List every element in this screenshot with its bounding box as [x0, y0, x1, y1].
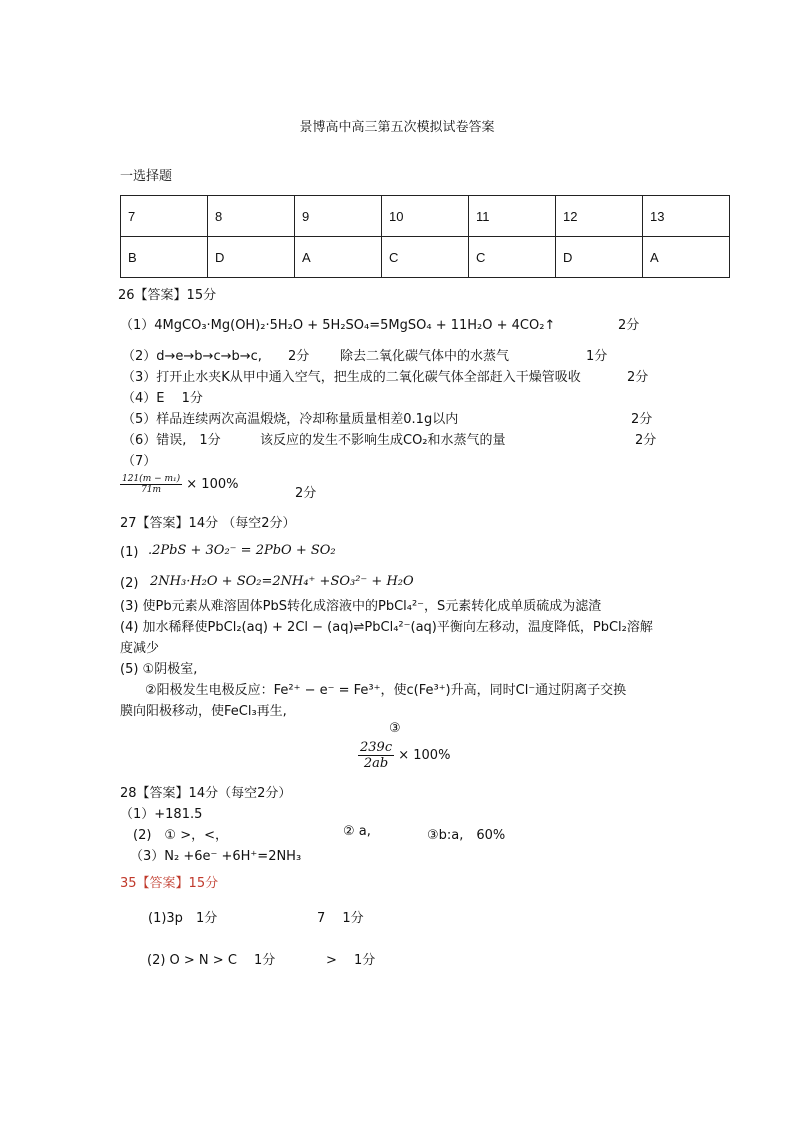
table-row	[121, 237, 730, 278]
q26-line-7: （7）	[122, 454, 157, 469]
q27-line-5: (5) ①阴极室,	[120, 662, 198, 677]
q26-line-1: （1）4MgCO₃·Mg(OH)₂·5H₂O + 5H₂SO₄=5MgSO₄ + 11H₂O + 4CO₂↑	[120, 318, 556, 333]
q27-line-4b: 度减少	[120, 641, 160, 656]
q26-line-2: （2）d→e→b→c→b→c,	[122, 349, 262, 364]
q28-line-2c: ③b:a, 60%	[427, 828, 506, 843]
q28-header: 28【答案】14分（每空2分）	[120, 786, 292, 801]
section-heading: 一选择题	[120, 169, 173, 184]
table-cell: 13	[643, 196, 730, 237]
q26-score-5: 2分	[631, 412, 653, 427]
table-cell: 9	[295, 196, 382, 237]
table-cell: 11	[469, 196, 556, 237]
q26-header: 26【答案】15分	[118, 288, 217, 303]
q35-line-1a: (1)3p 1分	[148, 911, 218, 926]
q28-line-2a: (2) ① >，<，	[133, 828, 228, 843]
q28-line-2b: ② a,	[343, 824, 371, 839]
q26-score-2: 2分	[288, 349, 310, 364]
q26-score-2b: 1分	[586, 349, 608, 364]
q26-line-6b: 该反应的发生不影响生成CO₂和水蒸气的量	[260, 433, 506, 448]
table-cell: C	[382, 237, 469, 278]
table-row	[121, 196, 730, 237]
q35-line-1b: 7 1分	[317, 911, 364, 926]
fraction	[358, 740, 394, 771]
table-cell: D	[208, 237, 295, 278]
q27-line-6a: ②阳极发生电极反应：Fe²⁺ − e⁻ = Fe³⁺，使c(Fe³⁺)升高，同时Cl⁻通过阴离子交换	[145, 683, 627, 698]
q27-line-1: .2PbS + 3O₂⁻ = 2PbO + SO₂	[148, 543, 336, 558]
table-cell: A	[295, 237, 382, 278]
q27-no-2: (2)	[120, 576, 139, 591]
q26-line-6: （6）错误, 1分	[122, 433, 221, 448]
q26-formula	[120, 474, 238, 495]
fraction-tail: × 100%	[186, 477, 239, 492]
q27-line-2: 2NH₃·H₂O + SO₂=2NH₄⁺ +SO₃²⁻ + H₂O	[150, 574, 414, 589]
table-cell: 10	[382, 196, 469, 237]
q26-score-7: 2分	[295, 486, 317, 501]
q26-line-4: （4）E 1分	[122, 391, 203, 406]
page-title: 景博高中高三第五次模拟试卷答案	[299, 120, 495, 135]
q35-line-2b: > 1分	[326, 953, 376, 968]
table-cell: A	[643, 237, 730, 278]
answer-table	[120, 195, 730, 278]
q28-line-3: （3）N₂ +6e⁻ +6H⁺=2NH₃	[130, 849, 302, 864]
fraction	[120, 474, 182, 495]
q27-no-1: (1)	[120, 545, 139, 560]
table-cell: 8	[208, 196, 295, 237]
q26-line-2b: 除去二氧化碳气体中的水蒸气	[340, 349, 510, 364]
table-cell: 12	[556, 196, 643, 237]
q28-line-1: （1）+181.5	[120, 807, 203, 822]
q27-circ-3: ③	[389, 721, 401, 736]
table-cell: C	[469, 237, 556, 278]
fraction-tail: × 100%	[398, 748, 451, 763]
table-cell: B	[121, 237, 208, 278]
q27-header: 27【答案】14分 （每空2分）	[120, 516, 296, 531]
fraction-numerator: 121(m − m₁)	[122, 474, 181, 484]
q27-line-3: (3) 使Pb元素从难溶固体PbS转化成溶液中的PbCl₄²⁻，S元素转化成单质硫成为滤渣	[120, 599, 602, 614]
q26-score-1: 2分	[618, 318, 640, 333]
fraction-denominator: 71m	[141, 485, 162, 495]
q26-score-3: 2分	[627, 370, 649, 385]
q35-line-2a: (2) O > N > C 1分	[147, 953, 276, 968]
fraction-denominator: 2ab	[363, 756, 389, 771]
q27-line-6b: 膜向阳极移动，使FeCl₃再生,	[120, 704, 287, 719]
q27-line-4a: (4) 加水稀释使PbCl₂(aq) + 2Cl − (aq)⇌PbCl₄²⁻(aq)平衡向左移动，温度降低，PbCl₂溶解	[120, 620, 653, 635]
table-cell: 7	[121, 196, 208, 237]
q26-line-5: （5）样品连续两次高温煅烧，冷却称量质量相差0.1g以内	[122, 412, 459, 427]
q26-line-3: （3）打开止水夹K从甲中通入空气，把生成的二氧化碳气体全部赶入干燥管吸收	[122, 370, 581, 385]
q27-formula	[358, 740, 450, 771]
q26-score-6: 2分	[635, 433, 657, 448]
table-cell: D	[556, 237, 643, 278]
fraction-numerator: 239c	[360, 740, 393, 755]
q35-header: 35【答案】15分	[120, 876, 219, 891]
